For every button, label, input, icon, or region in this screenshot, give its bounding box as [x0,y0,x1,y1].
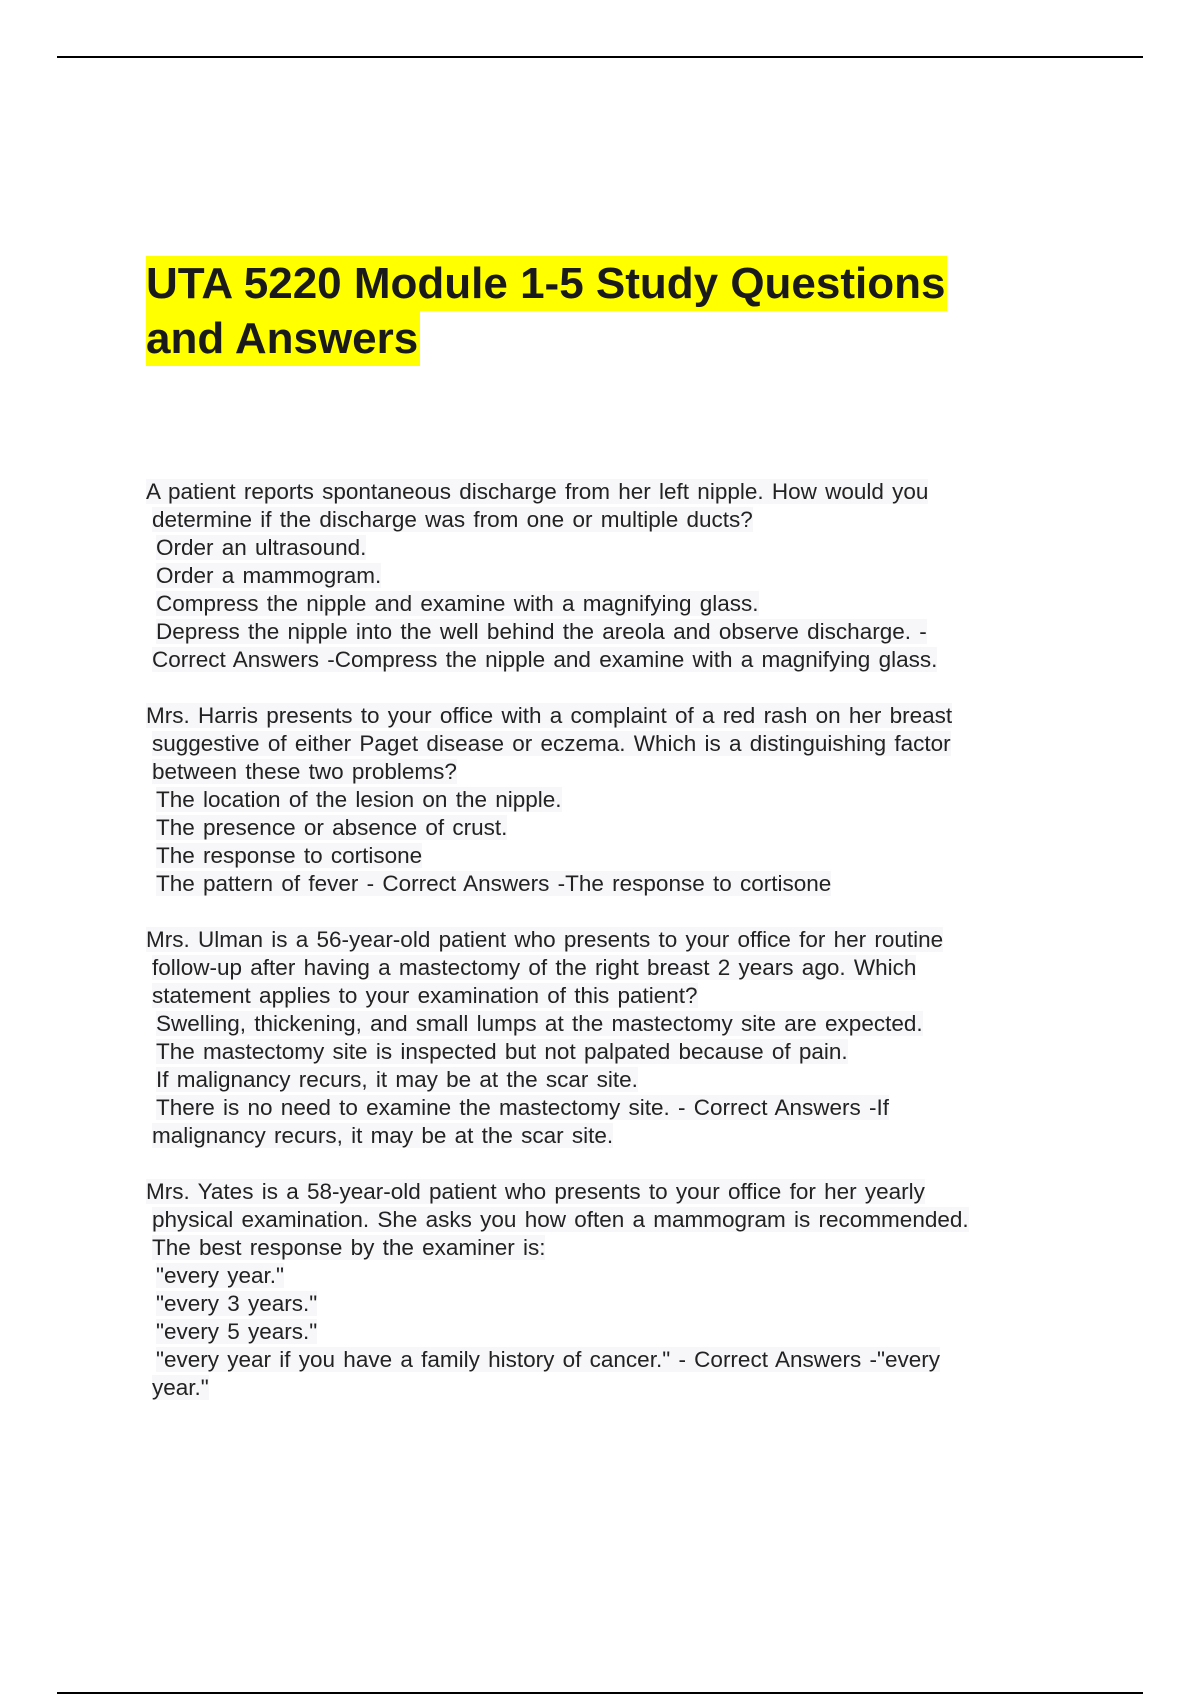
bottom-rule [57,1692,1143,1694]
question-text-line: Mrs. Harris presents to your office with a complaint of a red rash on her breast [146,703,953,728]
question-text-line: The best response by the examiner is: [152,1235,546,1260]
question-text-line: statement applies to your examination of this patient? [152,983,698,1008]
question-text-line: physical examination. She asks you how often a mammogram is recommended. [152,1207,969,1232]
answer-option: The location of the lesion on the nipple. [156,787,562,812]
question-text-line: between these two problems? [152,759,457,784]
question-block-4 [146,1178,1066,1402]
answer-option: "every year if you have a family history of cancer." - Correct Answers -"every [156,1347,940,1372]
question-block-2 [146,702,1066,898]
answer-option: Order an ultrasound. [156,535,367,560]
question-text-line: A patient reports spontaneous discharge from her left nipple. How would you [146,479,929,504]
document-title [146,256,1046,366]
answer-option: The response to cortisone [156,843,423,868]
questions-list [146,478,1066,1430]
question-text-line: suggestive of either Paget disease or eczema. Which is a distinguishing factor [152,731,951,756]
question-text-line: Mrs. Yates is a 58-year-old patient who presents to your office for her yearly [146,1179,925,1204]
question-text-line: Mrs. Ulman is a 56-year-old patient who presents to your office for her routine [146,927,944,952]
question-block-1 [146,478,1066,674]
question-text-line: follow-up after having a mastectomy of the right breast 2 years ago. Which [152,955,917,980]
answer-option: "every 5 years." [156,1319,318,1344]
answer-option: Swelling, thickening, and small lumps at the mastectomy site are expected. [156,1011,923,1036]
answer-option: "every 3 years." [156,1291,318,1316]
answer-option: There is no need to examine the mastectomy site. - Correct Answers -If [156,1095,890,1120]
answer-option: Compress the nipple and examine with a magnifying glass. [156,591,759,616]
answer-option: Order a mammogram. [156,563,382,588]
correct-answer-line: Correct Answers -Compress the nipple and examine with a magnifying glass. [152,647,938,672]
title-line-2: and Answers [146,311,420,366]
answer-option: If malignancy recurs, it may be at the scar site. [156,1067,638,1092]
correct-answer-line: The pattern of fever - Correct Answers -The response to cortisone [156,871,832,896]
question-block-3 [146,926,1066,1150]
answer-option: "every year." [156,1263,285,1288]
title-line-1: UTA 5220 Module 1-5 Study Questions [146,256,947,311]
answer-option: The mastectomy site is inspected but not palpated because of pain. [156,1039,848,1064]
answer-option: Depress the nipple into the well behind the areola and observe discharge. - [156,619,927,644]
answer-option: The presence or absence of crust. [156,815,508,840]
question-text-line: determine if the discharge was from one or multiple ducts? [152,507,753,532]
top-rule [57,56,1143,58]
correct-answer-line: malignancy recurs, it may be at the scar site. [152,1123,614,1148]
correct-answer-line: year." [152,1375,209,1400]
